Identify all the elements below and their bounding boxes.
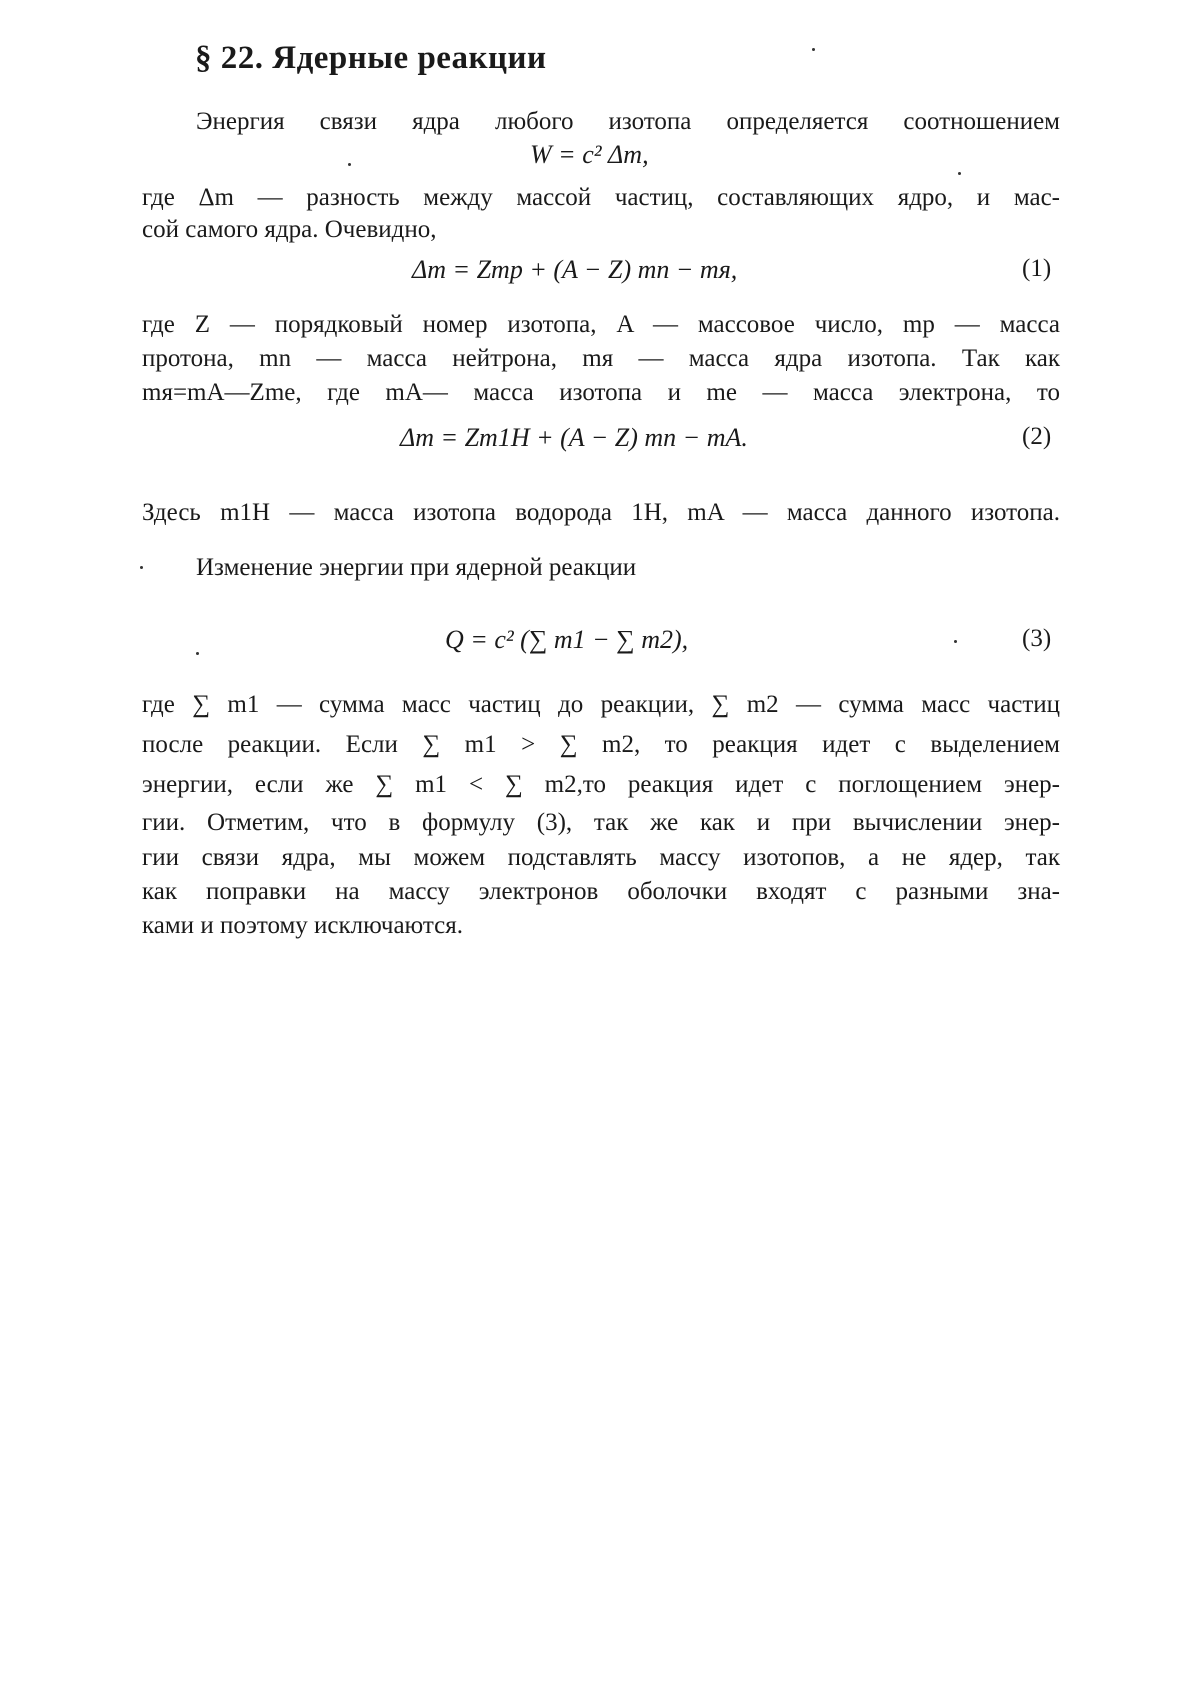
text-line-11: энергии, если же ∑ m1 < ∑ m2,то реакция идет с поглощением энер- <box>142 771 1060 798</box>
formula-eq3: Q = c² (∑ m1 − ∑ m2), <box>445 625 689 654</box>
text-line-14: как поправки на массу электронов оболочки входят с разными зна- <box>142 878 1060 905</box>
formula-eq1: Δm = Zmp + (A − Z) mn − mя, <box>412 255 738 284</box>
text-line-3: сой самого ядра. Очевидно, <box>142 216 437 243</box>
text-line-12: гии. Отметим, что в формулу (3), так же как и при вычислении энер- <box>142 809 1060 836</box>
scan-speck <box>196 652 199 655</box>
text-line-9: где ∑ m1 — сумма масс частиц до реакции, ∑ m2 — сумма масс частиц <box>142 691 1060 718</box>
text-line-2: где Δm — разность между массой частиц, составляющих ядро, и мас- <box>142 184 1060 211</box>
text-line-8: Изменение энергии при ядерной реакции <box>196 554 637 581</box>
scan-speck <box>954 640 957 643</box>
text-line-6: mя=mA—Zme, где mA— масса изотопа и me — масса электрона, то <box>142 379 1060 406</box>
eq-number-1: (1) <box>1022 255 1052 282</box>
scan-speck <box>958 172 961 175</box>
formula-energy: W = c² Δm, <box>530 140 649 169</box>
section-heading: § 22. Ядерные реакции <box>195 40 547 76</box>
eq-number-2: (2) <box>1022 423 1052 450</box>
text-line-4: где Z — порядковый номер изотопа, A — массовое число, mp — масса <box>142 311 1060 338</box>
formula-eq2: Δm = Zm1H + (A − Z) mn − mA. <box>400 423 748 452</box>
text-line-15: ками и поэтому исключаются. <box>142 912 463 939</box>
text-line-7: Здесь m1H — масса изотопа водорода 1H, mA — масса данного изотопа. <box>142 499 1060 526</box>
scan-speck <box>812 48 815 51</box>
text-line-5: протона, mn — масса нейтрона, mя — масса ядра изотопа. Так как <box>142 345 1060 372</box>
text-line-10: после реакции. Если ∑ m1 > ∑ m2, то реакция идет с выделением <box>142 731 1060 758</box>
text-line-1: Энергия связи ядра любого изотопа определяется соотношением <box>196 108 1060 135</box>
scan-speck <box>348 163 351 166</box>
scan-speck <box>140 566 143 569</box>
text-line-13: гии связи ядра, мы можем подставлять массу изотопов, а не ядер, так <box>142 844 1060 871</box>
eq-number-3: (3) <box>1022 625 1052 652</box>
